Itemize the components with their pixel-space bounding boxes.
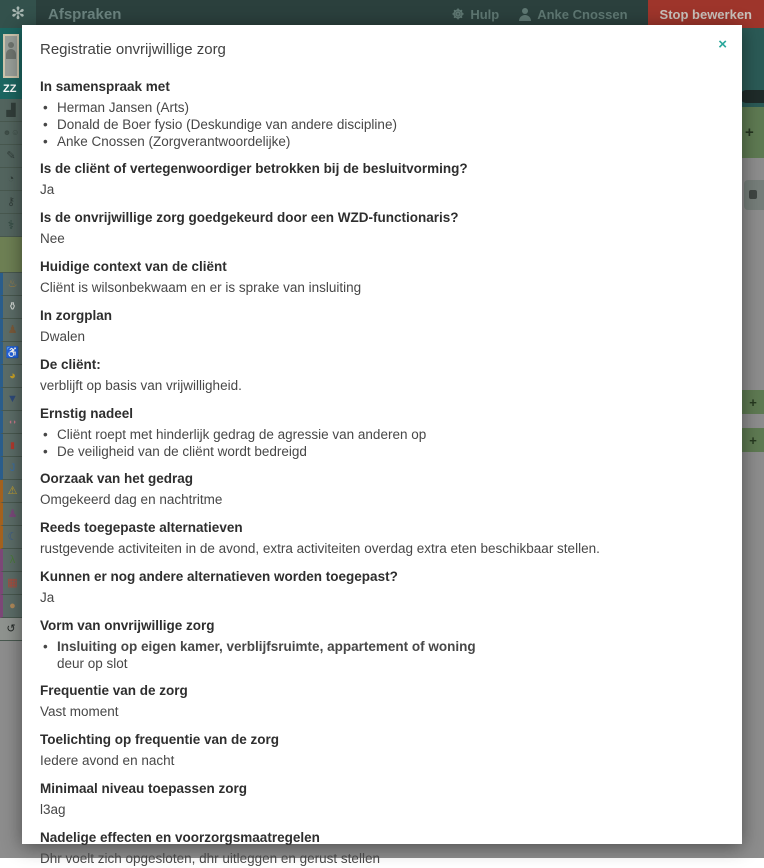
bullet-main-text: • Insluiting op eigen kamer, verblijfsruimte, appartement of woning <box>57 639 476 654</box>
page-title: Afspraken <box>48 5 122 23</box>
clothing-nav-item[interactable] <box>0 388 22 411</box>
section-heading: Reeds toegepaste alternatieven <box>40 520 243 535</box>
section-heading: Vorm van onvrijwillige zorg <box>40 618 215 633</box>
section-value: verblijft op basis van vrijwilligheid. <box>40 378 242 393</box>
toilet-icon: ⚱ <box>7 300 18 313</box>
modal-section <box>40 160 724 199</box>
mood-icon: ☻☺ <box>2 128 20 137</box>
caregiver-nav-item[interactable] <box>0 503 22 526</box>
history-icon: ↺ <box>6 622 16 635</box>
add-row-button-1[interactable]: + <box>742 390 764 414</box>
modal-section <box>40 78 724 150</box>
avatar-silhouette-icon <box>5 36 17 76</box>
logo-snowflake-icon: ✻ <box>10 4 26 23</box>
sleep-icon: ☾ <box>7 530 18 543</box>
key-icon: ⚷ <box>6 195 16 208</box>
section-heading: Frequentie van de zorg <box>40 683 188 698</box>
thermometer-nav-item[interactable] <box>0 434 22 457</box>
person-icon: ♟ <box>7 323 18 336</box>
modal-body <box>40 78 724 868</box>
modal-section <box>40 731 724 770</box>
money-time-icon: ◕ <box>9 369 16 382</box>
wheelchair-icon: ♿ <box>5 346 20 359</box>
bullet-item: • Anke Cnossen (Zorgverantwoordelijke) <box>40 133 724 150</box>
modal-section <box>40 470 724 509</box>
section-bullet-list <box>40 426 724 460</box>
bullet-item: • Cliënt roept met hinderlijk gedrag de agressie van anderen op <box>40 426 724 443</box>
toilet-nav-item[interactable] <box>0 296 22 319</box>
section-heading: Nadelige effecten en voorzorgsmaatregelen <box>40 830 320 845</box>
report-nav-item[interactable] <box>0 145 22 168</box>
bullet-sub-text: deur op slot <box>57 656 128 671</box>
section-value: Omgekeerd dag en nachtritme <box>40 492 223 507</box>
modal-section <box>40 780 724 819</box>
section-heading: In samenspraak met <box>40 79 170 94</box>
walking-nav-item[interactable] <box>0 549 22 572</box>
modal-section <box>40 682 724 721</box>
nutrition-icon: ● <box>9 599 16 612</box>
section-value: rustgevende activiteiten in de avond, extra activiteiten overdag extra eten beschikbaar stellen. <box>40 541 600 556</box>
sleep-nav-item[interactable] <box>0 526 22 549</box>
statistics-icon: ▟ <box>6 103 16 117</box>
section-heading: Is de onvrijwillige zorg goedgekeurd door een WZD-functionaris? <box>40 210 459 225</box>
topbar-right <box>452 0 764 28</box>
toolbar-button-fragment[interactable] <box>744 180 764 210</box>
add-section-button[interactable]: + <box>742 107 764 158</box>
section-value: Dhr voelt zich opgesloten, dhr uitleggen en gerust stellen <box>40 851 380 866</box>
section-heading: Is de cliënt of vertegenwoordiger betrokken bij de besluitvorming? <box>40 161 468 176</box>
modal-section <box>40 209 724 248</box>
bullet-item <box>40 638 724 672</box>
section-value: l3ag <box>40 802 66 817</box>
selected-row-nav-item[interactable] <box>0 237 22 273</box>
section-heading: Kunnen er nog andere alternatieven worden toegepast? <box>40 569 398 584</box>
app-logo[interactable] <box>0 0 36 28</box>
user-menu[interactable] <box>519 7 627 22</box>
bullet-item: • Herman Jansen (Arts) <box>40 99 724 116</box>
section-value: Ja <box>40 182 55 197</box>
thermometer-icon: ▮ <box>10 439 15 450</box>
modal-section <box>40 519 724 558</box>
nutrition-nav-item[interactable] <box>0 595 22 618</box>
section-value: Iedere avond en nacht <box>40 753 175 768</box>
warning-nav-item[interactable] <box>0 480 22 503</box>
section-value: Ja <box>40 590 55 605</box>
calendar-icon: ▦ <box>7 576 18 589</box>
client-code: ZZ <box>3 83 17 95</box>
modal-section <box>40 356 724 395</box>
modal-section <box>40 405 724 460</box>
history-nav-item[interactable] <box>0 618 22 641</box>
sidebar-nav <box>0 99 22 641</box>
registration-modal <box>22 25 742 866</box>
gauge-icon: ◔ <box>7 172 15 185</box>
section-value: Vast moment <box>40 704 119 719</box>
meal-icon: ♨ <box>7 277 18 290</box>
close-icon[interactable]: × <box>718 36 727 53</box>
section-heading: Oorzaak van het gedrag <box>40 471 194 486</box>
walking-icon: λ <box>9 553 16 566</box>
key-nav-item[interactable] <box>0 191 22 214</box>
dark-pill-fragment <box>740 90 764 103</box>
help-label: Hulp <box>470 6 500 22</box>
lips-icon: ◖◗ <box>8 418 17 426</box>
client-sidebar <box>0 28 22 858</box>
warning-icon: ⚠ <box>7 484 18 497</box>
section-value: Cliënt is wilsonbekwaam en er is sprake van insluiting <box>40 280 362 295</box>
modal-section <box>40 568 724 607</box>
section-heading: Ernstig nadeel <box>40 406 134 421</box>
section-bullet-list <box>40 99 724 150</box>
report-icon: ✎ <box>6 149 16 162</box>
section-bullet-list <box>40 638 724 672</box>
section-heading: Huidige context van de cliënt <box>40 259 227 274</box>
calendar-nav-item[interactable] <box>0 572 22 595</box>
wheelchair-nav-item[interactable] <box>0 342 22 365</box>
modal-section <box>40 617 724 672</box>
bullet-item: • De veiligheid van de cliënt wordt bedreigd <box>40 443 724 460</box>
section-heading: De cliënt: <box>40 357 101 372</box>
user-name: Anke Cnossen <box>537 6 628 22</box>
vacuum-icon: J <box>9 461 16 474</box>
money-time-nav-item[interactable] <box>0 365 22 388</box>
client-avatar[interactable] <box>3 34 19 78</box>
meal-nav-item[interactable] <box>0 273 22 296</box>
medical-icon: ⚕ <box>7 218 15 232</box>
modal-section <box>40 829 724 868</box>
section-value: Dwalen <box>40 329 86 344</box>
section-heading: In zorgplan <box>40 308 112 323</box>
add-row-button-2[interactable]: + <box>742 428 764 452</box>
section-heading: Toelichting op frequentie van de zorg <box>40 732 280 747</box>
section-value: Nee <box>40 231 65 246</box>
help-button[interactable] <box>452 7 499 22</box>
person-nav-item[interactable] <box>0 319 22 342</box>
modal-section <box>40 307 724 346</box>
gauge-nav-item[interactable] <box>0 168 22 191</box>
modal-section <box>40 258 724 297</box>
section-heading: Minimaal niveau toepassen zorg <box>40 781 248 796</box>
statistics-nav-item[interactable] <box>0 99 22 122</box>
vacuum-nav-item[interactable] <box>0 457 22 480</box>
bullet-item: • Donald de Boer fysio (Deskundige van andere discipline) <box>40 116 724 133</box>
user-icon <box>519 8 531 21</box>
client-header <box>0 28 22 99</box>
top-bar <box>0 0 764 28</box>
help-icon: ☸ <box>451 6 465 22</box>
stop-editing-button[interactable]: Stop bewerken <box>648 0 764 28</box>
medical-nav-item[interactable] <box>0 214 22 237</box>
modal-title: Registratie onvrijwillige zorg <box>40 41 226 58</box>
clothing-icon: ▼ <box>7 392 18 405</box>
lips-nav-item[interactable] <box>0 411 22 434</box>
mood-nav-item[interactable] <box>0 122 22 145</box>
caregiver-icon: ♟ <box>7 507 18 520</box>
